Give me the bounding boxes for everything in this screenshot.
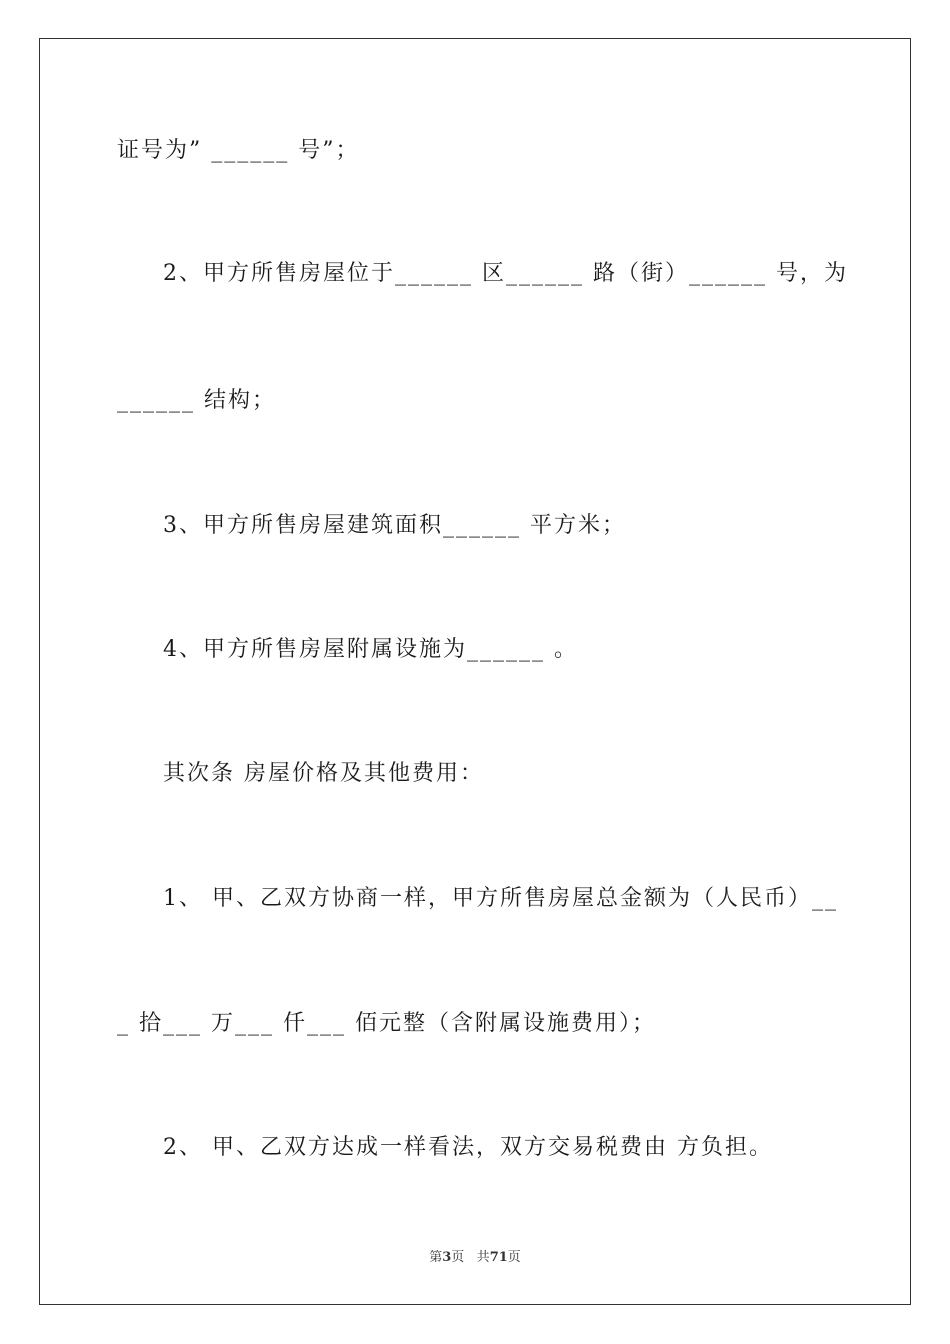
text-line-7: 1、 甲、乙双方协商一样，甲方所售房屋总金额为（人民币）__ [163,886,838,911]
footer-page-suffix: 页 [451,1250,465,1265]
footer-page-prefix: 第 [429,1250,443,1265]
page-border [39,38,911,1305]
text-line-3: ______ 结构； [117,388,276,413]
footer-total-prefix: 共 [476,1250,490,1265]
section-heading: 其次条 房屋价格及其他费用： [163,761,484,786]
text-line-5: 4、甲方所售房屋附属设施为______ 。 [163,637,578,662]
footer-total-suffix: 页 [507,1250,521,1265]
page-footer [0,1246,950,1265]
footer-page-number: 3 [442,1250,452,1265]
footer-total-pages: 71 [489,1250,508,1265]
text-line-1: 证号为” ______ 号”； [117,138,360,163]
text-line-4: 3、甲方所售房屋建筑面积______ 平方米； [163,513,626,538]
text-line-2: 2、甲方所售房屋位于______ 区______ 路（街）______ 号，为 [163,261,848,286]
text-line-9: 2、 甲、乙双方达成一样看法，双方交易税费由 方负担。 [163,1135,773,1160]
text-line-8: _ 拾___ 万___ 仟___ 佰元整（含附属设施费用）； [117,1011,656,1036]
